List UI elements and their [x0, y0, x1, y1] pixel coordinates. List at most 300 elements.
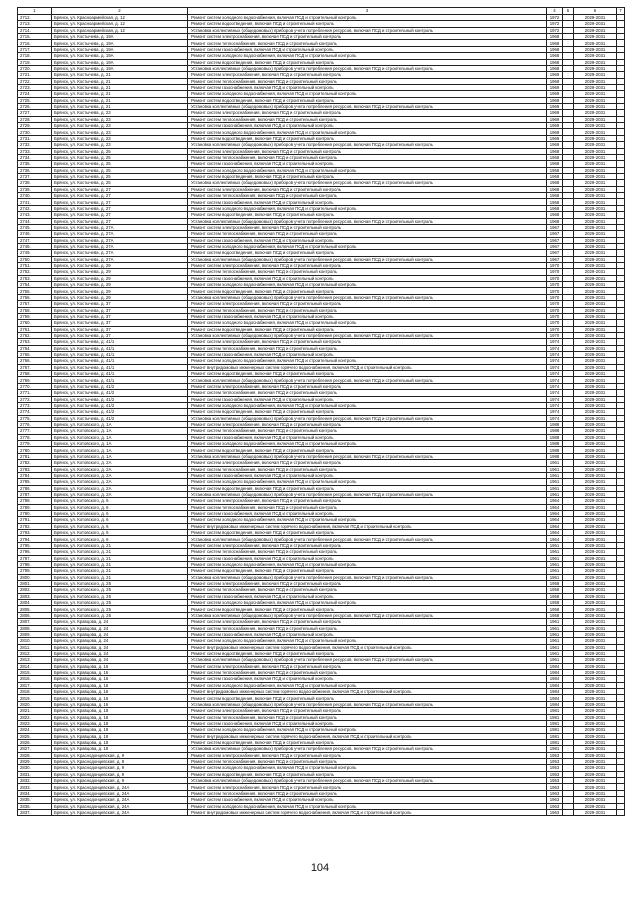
- row-number-cell: 2736.: [18, 167, 52, 173]
- period-cell: 2029-2031: [574, 593, 617, 599]
- period-cell: 2029-2031: [574, 294, 617, 300]
- work-type-cell: Ремонт систем электроснабжения, включая ПСД и строительный контроль: [188, 542, 547, 548]
- year-cell: 1958: [547, 606, 563, 612]
- period-cell: 2029-2031: [574, 600, 617, 606]
- year-cell: 1970: [547, 307, 563, 313]
- row-number-cell: 2782.: [18, 460, 52, 466]
- row-number-cell: 2820.: [18, 701, 52, 707]
- row-number-cell: 2754.: [18, 282, 52, 288]
- year-cell: 1974: [547, 345, 563, 351]
- address-cell: Брянск, ул. Кравцова, д. 24: [52, 625, 188, 631]
- row-number-cell: 2815.: [18, 670, 52, 676]
- year-cell: 1970: [547, 320, 563, 326]
- row-number-cell: 2830.: [18, 765, 52, 771]
- work-type-cell: Ремонт систем холодного водоснабжения, включая ПСД и строительный контроль: [188, 15, 547, 21]
- work-type-cell: Установка коллективных (общедомовых) приборов учета потребления ресурсов, включая ПСД и строительный контроль: [188, 657, 547, 663]
- work-type-cell: Ремонт систем водоотведения, включая ПСД и строительный контроль: [188, 409, 547, 415]
- address-cell: Брянск, ул. Костычева, д. 23: [52, 135, 188, 141]
- work-type-cell: Ремонт систем холодного водоснабжения, включая ПСД и строительный контроль: [188, 561, 547, 567]
- year-cell: 1968: [547, 59, 563, 65]
- work-type-cell: Ремонт систем водоотведения, включая ПСД и строительный контроль: [188, 212, 547, 218]
- period-cell: 2029-2031: [574, 542, 617, 548]
- work-type-cell: Ремонт систем теплоснабжения, включая ПСД и строительный контроль: [188, 549, 547, 555]
- period-cell: 2029-2031: [574, 84, 617, 90]
- address-cell: Брянск, ул. Котовского, д. 2А: [52, 479, 188, 485]
- year-cell: 1974: [547, 396, 563, 402]
- period-cell: 2029-2031: [574, 104, 617, 110]
- work-type-cell: Ремонт систем газоснабжения, включая ПСД и строительный контроль: [188, 555, 547, 561]
- address-cell: Брянск, ул. Костычева, д. 37: [52, 301, 188, 307]
- work-type-cell: Ремонт систем газоснабжения, включая ПСД и строительный контроль: [188, 434, 547, 440]
- period-cell: 2029-2031: [574, 434, 617, 440]
- work-type-cell: Ремонт систем холодного водоснабжения, включая ПСД и строительный контроль: [188, 727, 547, 733]
- work-type-cell: Ремонт систем газоснабжения, включая ПСД и строительный контроль: [188, 352, 547, 358]
- address-cell: Брянск, ул. Котовского, д. 25: [52, 593, 188, 599]
- row-number-cell: 2749.: [18, 250, 52, 256]
- period-cell: 2029-2031: [574, 676, 617, 682]
- work-type-cell: Ремонт систем холодного водоснабжения, включая ПСД и строительный контроль: [188, 402, 547, 408]
- work-type-cell: Установка коллективных (общедомовых) приборов учета потребления ресурсов, включая ПСД и строительный контроль: [188, 104, 547, 110]
- address-cell: Брянск, ул. Кравцова, д. 16: [52, 689, 188, 695]
- work-type-cell: Установка коллективных (общедомовых) приборов учета потребления ресурсов, включая ПСД и строительный контроль: [188, 415, 547, 421]
- address-cell: Брянск, ул. Котовского, д. 1А: [52, 441, 188, 447]
- period-cell: 2029-2031: [574, 396, 617, 402]
- address-cell: Брянск, ул. Котовского, д. 1А: [52, 428, 188, 434]
- period-cell: 2029-2031: [574, 15, 617, 21]
- period-cell: 2029-2031: [574, 701, 617, 707]
- period-cell: 2029-2031: [574, 326, 617, 332]
- row-number-cell: 2792.: [18, 523, 52, 529]
- period-cell: 2029-2031: [574, 332, 617, 338]
- work-type-cell: Ремонт систем водоотведения, включая ПСД и строительный контроль: [188, 530, 547, 536]
- year-cell: 1972: [547, 27, 563, 33]
- work-type-cell: Ремонт систем электроснабжения, включая ПСД и строительный контроль: [188, 580, 547, 586]
- year-cell: 1968: [547, 53, 563, 59]
- period-cell: 2029-2031: [574, 574, 617, 580]
- year-cell: 1961: [547, 479, 563, 485]
- row-number-cell: 2755.: [18, 288, 52, 294]
- period-cell: 2029-2031: [574, 765, 617, 771]
- row-number-cell: 2725.: [18, 97, 52, 103]
- row-number-cell: 2718.: [18, 53, 52, 59]
- row-number-cell: 2722.: [18, 78, 52, 84]
- address-cell: Брянск, ул. Кравцова, д. 16: [52, 670, 188, 676]
- address-cell: Брянск, ул. Кравцова, д. 18: [52, 714, 188, 720]
- address-cell: Брянск, ул. Костычева, д. 37: [52, 332, 188, 338]
- work-type-cell: Ремонт систем водоотведения, включая ПСД и строительный контроль: [188, 173, 547, 179]
- address-cell: Брянск, ул. Котовского, д. 2А: [52, 466, 188, 472]
- year-cell: 1967: [547, 256, 563, 262]
- row-number-cell: 2798.: [18, 561, 52, 567]
- address-cell: Брянск, ул. Костычева, д. 41/1: [52, 339, 188, 345]
- work-type-cell: Ремонт систем холодного водоснабжения, включая ПСД и строительный контроль: [188, 167, 547, 173]
- address-cell: Брянск, ул. Котовского, д. 2А: [52, 472, 188, 478]
- row-number-cell: 2813.: [18, 657, 52, 663]
- row-number-cell: 2811.: [18, 644, 52, 650]
- row-number-cell: 2763.: [18, 339, 52, 345]
- address-cell: Брянск, ул. Костычева, д. 37: [52, 307, 188, 313]
- work-type-cell: Ремонт внутридомовых инженерных систем горячего водоснабжения, включая ПСД и строительный контроль: [188, 644, 547, 650]
- year-cell: 1953: [547, 752, 563, 758]
- work-type-cell: Установка коллективных (общедомовых) приборов учета потребления ресурсов, включая ПСД и строительный контроль: [188, 65, 547, 71]
- address-cell: Брянск, ул. Кравцова, д. 18: [52, 708, 188, 714]
- period-cell: 2029-2031: [574, 358, 617, 364]
- work-type-cell: Ремонт систем водоотведения, включая ПСД и строительный контроль: [188, 21, 547, 27]
- address-cell: Брянск, ул. Костычева, д. 19А: [52, 59, 188, 65]
- year-cell: 1953: [547, 778, 563, 784]
- row-number-cell: 2713.: [18, 21, 52, 27]
- period-cell: 2029-2031: [574, 123, 617, 129]
- period-cell: 2029-2031: [574, 288, 617, 294]
- work-type-cell: Ремонт систем теплоснабжения, включая ПСД и строительный контроль: [188, 504, 547, 510]
- year-cell: 1968: [547, 212, 563, 218]
- period-cell: 2029-2031: [574, 72, 617, 78]
- row-number-cell: 2748.: [18, 243, 52, 249]
- row-number-cell: 2783.: [18, 466, 52, 472]
- year-cell: 1988: [547, 453, 563, 459]
- work-type-cell: Ремонт систем холодного водоснабжения, включая ПСД и строительный контроль: [188, 682, 547, 688]
- period-cell: 2029-2031: [574, 720, 617, 726]
- address-cell: Брянск, ул. Кравцова, д. 16: [52, 663, 188, 669]
- row-number-cell: 2717.: [18, 46, 52, 52]
- row-number-cell: 2833.: [18, 784, 52, 790]
- row-number-cell: 2752.: [18, 269, 52, 275]
- year-cell: 1969: [547, 72, 563, 78]
- year-cell: 1968: [547, 40, 563, 46]
- year-cell: 1963: [547, 790, 563, 796]
- work-type-cell: Ремонт систем электроснабжения, включая ПСД и строительный контроль: [188, 72, 547, 78]
- address-cell: Брянск, ул. Краснодонцевская, д. 9: [52, 752, 188, 758]
- period-cell: 2029-2031: [574, 402, 617, 408]
- address-cell: Брянск, ул. Костычева, д. 25: [52, 167, 188, 173]
- year-cell: 1984: [547, 663, 563, 669]
- row-number-cell: 2776.: [18, 422, 52, 428]
- address-cell: Брянск, ул. Костычева, д. 29: [52, 275, 188, 281]
- row-number-cell: 2750.: [18, 256, 52, 262]
- year-cell: 1974: [547, 415, 563, 421]
- work-type-cell: Ремонт систем водоотведения, включая ПСД и строительный контроль: [188, 97, 547, 103]
- address-cell: Брянск, ул. Краснодонцевская, д. 24А: [52, 803, 188, 809]
- address-cell: Брянск, ул. Костычева, д. 23: [52, 123, 188, 129]
- work-type-cell: Ремонт систем электроснабжения, включая ПСД и строительный контроль: [188, 708, 547, 714]
- period-cell: 2029-2031: [574, 714, 617, 720]
- work-type-cell: Ремонт систем водоотведения, включая ПСД и строительный контроль: [188, 371, 547, 377]
- address-cell: Брянск, ул. Костычева, д. 23: [52, 110, 188, 116]
- work-type-cell: Ремонт внутридомовых инженерных систем горячего водоснабжения, включая ПСД и строительный контроль: [188, 689, 547, 695]
- address-cell: Брянск, ул. Костычева, д. 41/2: [52, 396, 188, 402]
- period-cell: 2029-2031: [574, 536, 617, 542]
- period-cell: 2029-2031: [574, 135, 617, 141]
- year-cell: 1969: [547, 91, 563, 97]
- year-cell: 1953: [547, 759, 563, 765]
- period-cell: 2029-2031: [574, 275, 617, 281]
- period-cell: 2029-2031: [574, 441, 617, 447]
- address-cell: Брянск, ул. Котовского, д. 1А: [52, 447, 188, 453]
- address-cell: Брянск, ул. Костычева, д. 41/1: [52, 358, 188, 364]
- year-cell: 1967: [547, 224, 563, 230]
- work-type-cell: Ремонт систем электроснабжения, включая ПСД и строительный контроль: [188, 148, 547, 154]
- period-cell: 2029-2031: [574, 313, 617, 319]
- year-cell: 1981: [547, 739, 563, 745]
- row-number-cell: 2714.: [18, 27, 52, 33]
- year-cell: 1964: [547, 530, 563, 536]
- row-number-cell: 2828.: [18, 752, 52, 758]
- year-cell: 1961: [547, 619, 563, 625]
- work-type-cell: Ремонт систем водоотведения, включая ПСД и строительный контроль: [188, 568, 547, 574]
- address-cell: Брянск, ул. Котовского, д. 21: [52, 561, 188, 567]
- work-type-cell: Ремонт систем газоснабжения, включая ПСД и строительный контроль: [188, 396, 547, 402]
- address-cell: Брянск, ул. Котовского, д. 6: [52, 536, 188, 542]
- address-cell: Брянск, ул. Костычева, д. 41/1: [52, 377, 188, 383]
- work-type-cell: Установка коллективных (общедомовых) приборов учета потребления ресурсов, включая ПСД и строительный контроль: [188, 536, 547, 542]
- row-number-cell: 2816.: [18, 676, 52, 682]
- row-number-cell: 2789.: [18, 504, 52, 510]
- column-number: 3: [188, 8, 547, 15]
- address-cell: Брянск, ул. Краснодонцевская, д. 9: [52, 771, 188, 777]
- work-type-cell: Ремонт систем газоснабжения, включая ПСД и строительный контроль: [188, 161, 547, 167]
- period-cell: 2029-2031: [574, 59, 617, 65]
- period-cell: 2029-2031: [574, 587, 617, 593]
- period-cell: 2029-2031: [574, 263, 617, 269]
- year-cell: 1970: [547, 326, 563, 332]
- address-cell: Брянск, ул. Костычева, д. 41/2: [52, 415, 188, 421]
- period-cell: 2029-2031: [574, 485, 617, 491]
- year-cell: 1968: [547, 34, 563, 40]
- year-cell: 1961: [547, 472, 563, 478]
- row-number-cell: 2784.: [18, 472, 52, 478]
- work-type-cell: Ремонт систем холодного водоснабжения, включая ПСД и строительный контроль: [188, 243, 547, 249]
- year-cell: 1968: [547, 167, 563, 173]
- address-cell: Брянск, ул. Котовского, д. 25: [52, 600, 188, 606]
- year-cell: 1968: [547, 154, 563, 160]
- period-cell: 2029-2031: [574, 415, 617, 421]
- page-number: 104: [310, 862, 330, 874]
- row-number-cell: 2772.: [18, 396, 52, 402]
- address-cell: Брянск, ул. Кравцова, д. 16: [52, 682, 188, 688]
- period-cell: 2029-2031: [574, 638, 617, 644]
- address-cell: Брянск, ул. Кравцова, д. 16: [52, 676, 188, 682]
- period-cell: 2029-2031: [574, 199, 617, 205]
- period-cell: 2029-2031: [574, 670, 617, 676]
- address-cell: Брянск, ул. Костычева, д. 27: [52, 218, 188, 224]
- row-number-cell: 2724.: [18, 91, 52, 97]
- address-cell: Брянск, ул. Костычева, д. 25: [52, 161, 188, 167]
- period-cell: 2029-2031: [574, 212, 617, 218]
- year-cell: 1963: [547, 809, 563, 815]
- address-cell: Брянск, ул. Краснодонцевская, д. 9: [52, 765, 188, 771]
- row-number-cell: 2715.: [18, 34, 52, 40]
- address-cell: Брянск, ул. Костычева, д. 41/2: [52, 402, 188, 408]
- period-cell: 2029-2031: [574, 733, 617, 739]
- repair-schedule-table: [17, 7, 625, 816]
- period-cell: 2029-2031: [574, 663, 617, 669]
- year-cell: 1974: [547, 364, 563, 370]
- work-type-cell: Ремонт систем газоснабжения, включая ПСД и строительный контроль: [188, 313, 547, 319]
- period-cell: 2029-2031: [574, 154, 617, 160]
- address-cell: Брянск, ул. Костычева, д. 19А: [52, 65, 188, 71]
- address-cell: Брянск, ул. Костычева, д. 41/2: [52, 409, 188, 415]
- year-cell: 1967: [547, 237, 563, 243]
- year-cell: 1984: [547, 676, 563, 682]
- work-type-cell: Ремонт систем газоснабжения, включая ПСД и строительный контроль: [188, 275, 547, 281]
- period-cell: 2029-2031: [574, 549, 617, 555]
- work-type-cell: Установка коллективных (общедомовых) приборов учета потребления ресурсов, включая ПСД и строительный контроль: [188, 778, 547, 784]
- address-cell: Брянск, ул. Костычева, д. 21: [52, 72, 188, 78]
- period-cell: 2029-2031: [574, 320, 617, 326]
- address-cell: Брянск, ул. Кравцова, д. 16: [52, 695, 188, 701]
- row-number-cell: 2738.: [18, 180, 52, 186]
- row-number-cell: 2757.: [18, 301, 52, 307]
- row-number-cell: 2835.: [18, 797, 52, 803]
- work-type-cell: Ремонт систем электроснабжения, включая ПСД и строительный контроль: [188, 619, 547, 625]
- year-cell: 1963: [547, 784, 563, 790]
- table-row: [18, 809, 625, 815]
- year-cell: 1970: [547, 332, 563, 338]
- row-number-cell: 2832.: [18, 778, 52, 784]
- address-cell: Брянск, ул. Котовского, д. 21: [52, 568, 188, 574]
- period-cell: 2029-2031: [574, 472, 617, 478]
- row-number-cell: 2806.: [18, 612, 52, 618]
- year-cell: 1961: [547, 466, 563, 472]
- work-type-cell: Ремонт систем электроснабжения, включая ПСД и строительный контроль: [188, 663, 547, 669]
- address-cell: Брянск, ул. Кравцова, д. 16: [52, 701, 188, 707]
- row-number-cell: 2756.: [18, 294, 52, 300]
- row-number-cell: 2836.: [18, 803, 52, 809]
- row-number-cell: 2743.: [18, 212, 52, 218]
- period-cell: 2029-2031: [574, 568, 617, 574]
- year-cell: 1961: [547, 460, 563, 466]
- address-cell: Брянск, ул. Краснодонцевская, д. 9: [52, 759, 188, 765]
- row-number-cell: 2721.: [18, 72, 52, 78]
- address-cell: Брянск, ул. Костычева, д. 27А: [52, 231, 188, 237]
- address-cell: Брянск, ул. Костычева, д. 41/1: [52, 371, 188, 377]
- period-cell: 2029-2031: [574, 612, 617, 618]
- address-cell: Брянск, ул. Кравцова, д. 24: [52, 638, 188, 644]
- address-cell: Брянск, ул. Костычева, д. 29: [52, 288, 188, 294]
- row-number-cell: 2797.: [18, 555, 52, 561]
- year-cell: 1969: [547, 84, 563, 90]
- address-cell: Брянск, ул. Котовского, д. 6: [52, 530, 188, 536]
- address-cell: Брянск, ул. Котовского, д. 21: [52, 542, 188, 548]
- row-number-cell: 2719.: [18, 59, 52, 65]
- row-number-cell: 2737.: [18, 173, 52, 179]
- period-cell: 2029-2031: [574, 377, 617, 383]
- year-cell: 1958: [547, 580, 563, 586]
- address-cell: Брянск, ул. Костычева, д. 19А: [52, 53, 188, 59]
- row-number-cell: 2834.: [18, 790, 52, 796]
- address-cell: Брянск, ул. Котовского, д. 6: [52, 523, 188, 529]
- address-cell: Брянск, ул. Кравцова, д. 24: [52, 657, 188, 663]
- work-type-cell: Ремонт систем водоотведения, включая ПСД и строительный контроль: [188, 326, 547, 332]
- work-type-cell: Ремонт систем электроснабжения, включая ПСД и строительный контроль: [188, 263, 547, 269]
- period-cell: 2029-2031: [574, 129, 617, 135]
- address-cell: Брянск, ул. Костычева, д. 27: [52, 212, 188, 218]
- work-type-cell: Установка коллективных (общедомовых) приборов учета потребления ресурсов, включая ПСД и строительный контроль: [188, 142, 547, 148]
- work-type-cell: Ремонт систем электроснабжения, включая ПСД и строительный контроль: [188, 498, 547, 504]
- year-cell: 1981: [547, 720, 563, 726]
- row-number-cell: 2821.: [18, 708, 52, 714]
- address-cell: Брянск, ул. Котовского, д. 2А: [52, 485, 188, 491]
- year-cell: 1968: [547, 199, 563, 205]
- period-cell: 2029-2031: [574, 555, 617, 561]
- period-cell: 2029-2031: [574, 644, 617, 650]
- year-cell: 1964: [547, 511, 563, 517]
- work-type-cell: Ремонт систем газоснабжения, включая ПСД и строительный контроль: [188, 123, 547, 129]
- period-cell: 2029-2031: [574, 116, 617, 122]
- work-type-cell: Установка коллективных (общедомовых) приборов учета потребления ресурсов, включая ПСД и строительный контроль: [188, 27, 547, 33]
- work-type-cell: Ремонт систем холодного водоснабжения, включая ПСД и строительный контроль: [188, 638, 547, 644]
- period-cell: 2029-2031: [574, 523, 617, 529]
- work-type-cell: Ремонт систем холодного водоснабжения, включая ПСД и строительный контроль: [188, 517, 547, 523]
- year-cell: 1968: [547, 148, 563, 154]
- work-type-cell: Ремонт систем холодного водоснабжения, включая ПСД и строительный контроль: [188, 205, 547, 211]
- work-type-cell: Ремонт систем газоснабжения, включая ПСД и строительный контроль: [188, 511, 547, 517]
- period-cell: 2029-2031: [574, 371, 617, 377]
- address-cell: Брянск, ул. Костычева, д. 21: [52, 91, 188, 97]
- column-number: 7: [617, 8, 625, 15]
- row-number-cell: 2780.: [18, 447, 52, 453]
- row-number-cell: 2716.: [18, 40, 52, 46]
- row-number-cell: 2761.: [18, 326, 52, 332]
- period-cell: 2029-2031: [574, 708, 617, 714]
- address-cell: Брянск, ул. Котовского, д. 25: [52, 606, 188, 612]
- row-number-cell: 2808.: [18, 625, 52, 631]
- year-cell: 1958: [547, 612, 563, 618]
- year-cell: 1974: [547, 339, 563, 345]
- address-cell: Брянск, ул. Костычева, д. 21: [52, 104, 188, 110]
- period-cell: 2029-2031: [574, 180, 617, 186]
- period-cell: 2029-2031: [574, 580, 617, 586]
- work-type-cell: Ремонт систем газоснабжения, включая ПСД и строительный контроль: [188, 631, 547, 637]
- address-cell: Брянск, ул. Краснодонцевская, д. 24А: [52, 797, 188, 803]
- column-number: 5: [563, 8, 574, 15]
- address-cell: Брянск, ул. Котовского, д. 1А: [52, 453, 188, 459]
- address-cell: Брянск, ул. Кравцова, д. 24: [52, 644, 188, 650]
- row-number-cell: 2747.: [18, 237, 52, 243]
- row-number-cell: 2795.: [18, 542, 52, 548]
- period-cell: 2029-2031: [574, 364, 617, 370]
- row-number-cell: 2800.: [18, 574, 52, 580]
- period-cell: 2029-2031: [574, 21, 617, 27]
- period-cell: 2029-2031: [574, 352, 617, 358]
- row-number-cell: 2765.: [18, 352, 52, 358]
- empty-cell: [563, 809, 574, 815]
- work-type-cell: Ремонт систем газоснабжения, включая ПСД и строительный контроль: [188, 797, 547, 803]
- period-cell: 2029-2031: [574, 759, 617, 765]
- row-number-cell: 2785.: [18, 479, 52, 485]
- period-cell: 2029-2031: [574, 173, 617, 179]
- address-cell: Брянск, ул. Костычева, д. 21: [52, 78, 188, 84]
- period-cell: 2029-2031: [574, 784, 617, 790]
- table-body: [18, 15, 625, 816]
- row-number-cell: 2766.: [18, 358, 52, 364]
- period-cell: 2029-2031: [574, 345, 617, 351]
- row-number-cell: 2771.: [18, 390, 52, 396]
- year-cell: 1970: [547, 288, 563, 294]
- period-cell: 2029-2031: [574, 739, 617, 745]
- period-cell: 2029-2031: [574, 727, 617, 733]
- year-cell: 1970: [547, 263, 563, 269]
- year-cell: 1969: [547, 104, 563, 110]
- period-cell: 2029-2031: [574, 167, 617, 173]
- year-cell: 1974: [547, 352, 563, 358]
- period-cell: 2029-2031: [574, 682, 617, 688]
- address-cell: Брянск, ул. Костычева, д. 19А: [52, 34, 188, 40]
- period-cell: 2029-2031: [574, 97, 617, 103]
- work-type-cell: Ремонт систем электроснабжения, включая ПСД и строительный контроль: [188, 110, 547, 116]
- address-cell: Брянск, ул. Котовского, д. 25: [52, 580, 188, 586]
- year-cell: 1968: [547, 205, 563, 211]
